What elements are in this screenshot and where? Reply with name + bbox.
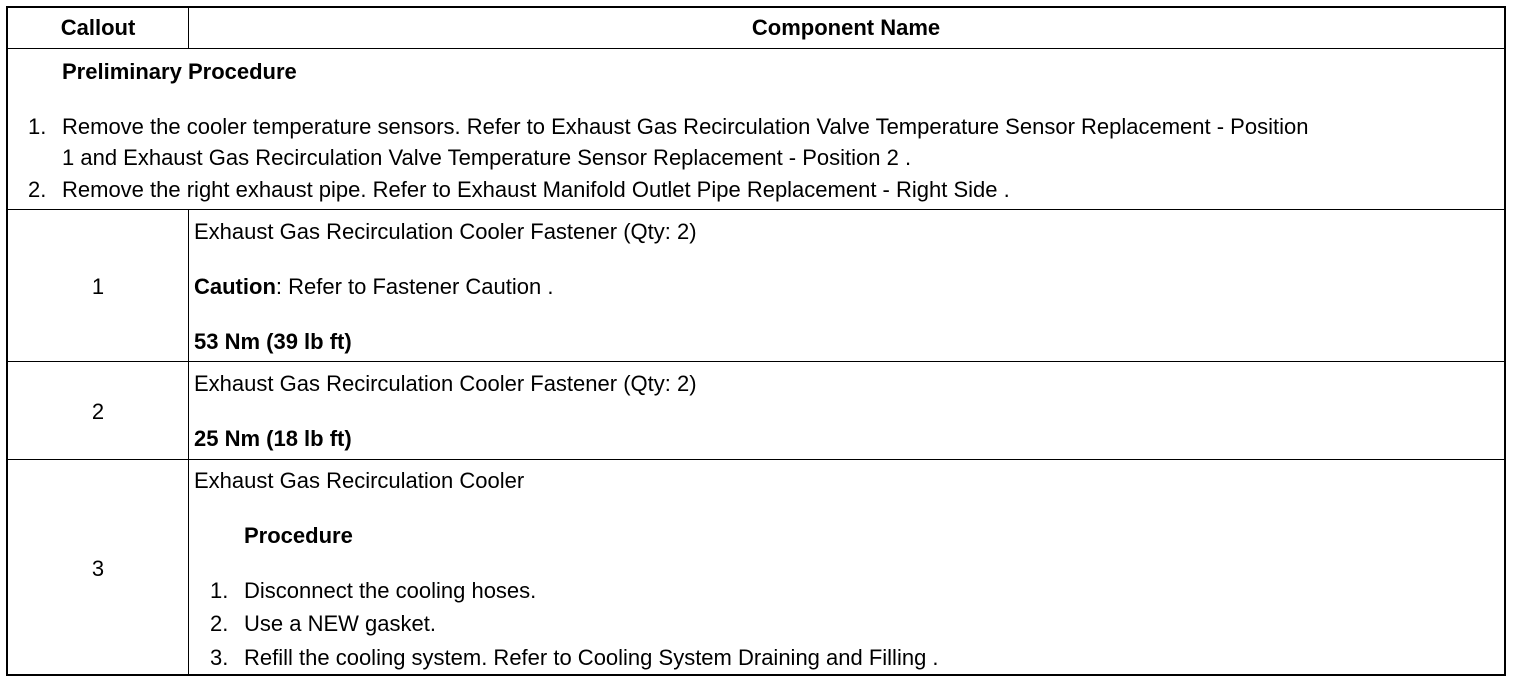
procedure-step-number: 3.	[210, 645, 229, 670]
preliminary-title: Preliminary Procedure	[62, 59, 297, 84]
torque-spec: 25 Nm (18 lb ft)	[194, 426, 352, 451]
procedure-step-text: Refill the cooling system. Refer to Cooling System Draining and Filling .	[244, 645, 939, 670]
component-name: Exhaust Gas Recirculation Cooler Fastener (Qty: 2)	[194, 371, 697, 396]
header-component-name: Component Name	[751, 15, 941, 40]
callout-number: 1	[91, 274, 105, 299]
header-divider	[8, 48, 1504, 49]
caution-label: Caution	[194, 274, 276, 299]
component-table	[6, 6, 1506, 676]
preliminary-step-text-continued: 1 and Exhaust Gas Recirculation Valve Temperature Sensor Replacement - Position 2 .	[62, 145, 912, 170]
caution-note	[194, 272, 553, 302]
caution-text: : Refer to Fastener Caution .	[275, 274, 554, 299]
component-name: Exhaust Gas Recirculation Cooler	[194, 468, 525, 493]
procedure-step-text: Disconnect the cooling hoses.	[244, 578, 537, 603]
torque-spec: 53 Nm (39 lb ft)	[194, 329, 352, 354]
procedure-title: Procedure	[244, 523, 353, 548]
callout-number: 2	[91, 399, 105, 424]
preliminary-step-text: Remove the right exhaust pipe. Refer to Exhaust Manifold Outlet Pipe Replacement - Right Side .	[62, 177, 1010, 202]
row-divider	[8, 209, 1504, 210]
body-column-divider	[188, 209, 189, 676]
component-name: Exhaust Gas Recirculation Cooler Fastener (Qty: 2)	[194, 219, 697, 244]
row-divider	[8, 361, 1504, 362]
preliminary-step-number: 2.	[28, 177, 47, 202]
row-divider	[8, 459, 1504, 460]
procedure-step-number: 2.	[210, 611, 229, 636]
callout-number: 3	[91, 556, 105, 581]
procedure-step-text: Use a NEW gasket.	[244, 611, 436, 636]
procedure-step-number: 1.	[210, 578, 229, 603]
preliminary-step-text: Remove the cooler temperature sensors. Refer to Exhaust Gas Recirculation Valve Temperature Sensor Replacement - Position	[62, 114, 1309, 139]
header-callout: Callout	[60, 15, 136, 40]
preliminary-step-number: 1.	[28, 114, 47, 139]
